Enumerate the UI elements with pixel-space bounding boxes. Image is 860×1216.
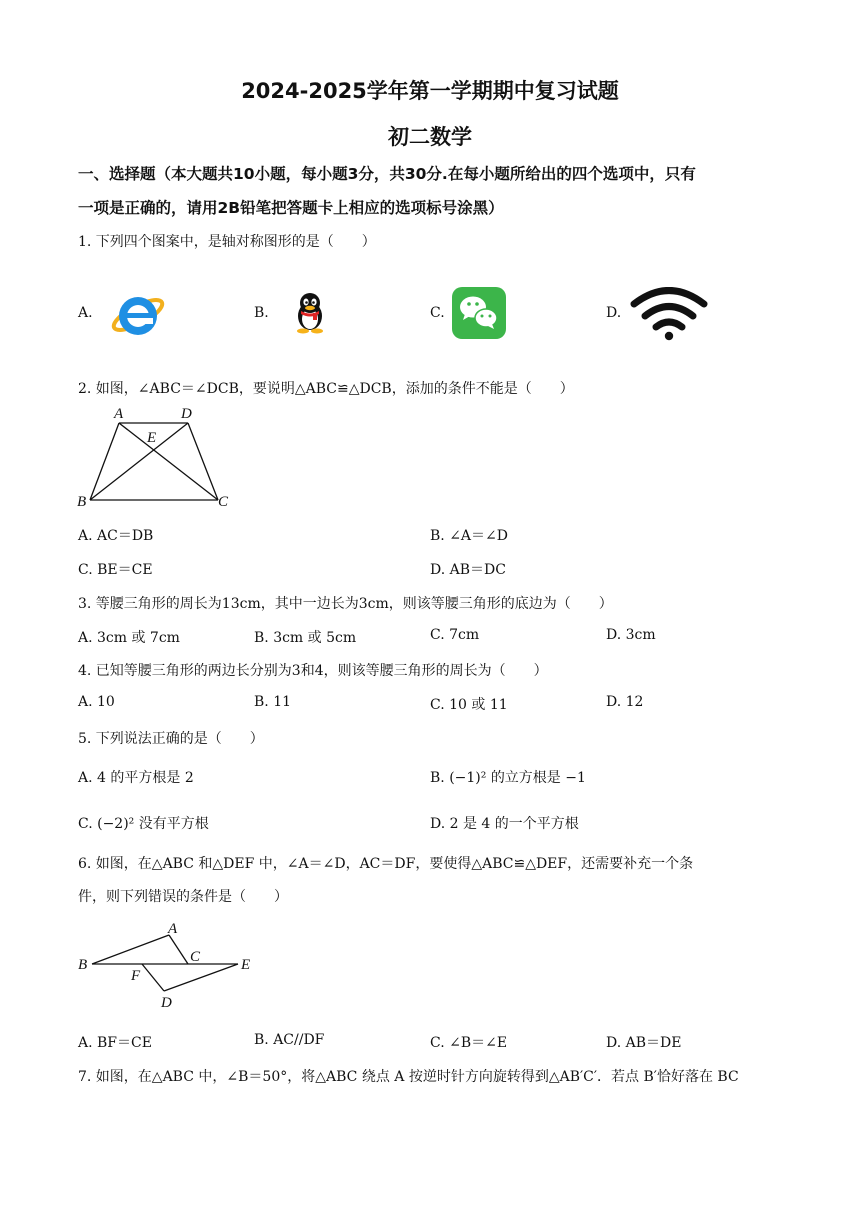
q4-option-b: B. 11 (254, 694, 292, 710)
q5-option-d: D. 2 是 4 的一个平方根 (430, 816, 579, 832)
fig6-label-e: E (241, 957, 251, 973)
qq-penguin-icon (292, 292, 328, 334)
q2-option-d: D. AB＝DC (430, 562, 506, 578)
q2-option-c: C. BE＝CE (78, 562, 153, 578)
fig6-label-f: F (131, 968, 141, 984)
fig6-label-a: A (168, 921, 178, 937)
q1-option-d-label: D. (606, 305, 622, 321)
q3-option-d: D. 3cm (606, 627, 656, 643)
ie-browser-icon (108, 287, 168, 343)
question-3-stem: 3. 等腰三角形的周长为13cm，其中一边长为3cm，则该等腰三角形的底边为（ ） (78, 596, 613, 612)
q2-option-b: B. ∠A＝∠D (430, 528, 508, 544)
question-6-stem-line1: 6. 如图，在△ABC 和△DEF 中，∠A＝∠D，AC＝DF，要使得△ABC≌△DEF，还需要补充一个条 (78, 856, 694, 872)
exam-subtitle: 初二数学 (388, 125, 472, 149)
fig2-label-b: B (77, 494, 87, 510)
q4-option-a: A. 10 (78, 694, 115, 710)
q3-option-c: C. 7cm (430, 627, 480, 643)
section-heading-line2: 一项是正确的，请用2B铅笔把答题卡上相应的选项标号涂黑） (78, 199, 504, 217)
section-heading-line1: 一、选择题（本大题共10小题，每小题3分，共30分.在每小题所给出的四个选项中，只有 (78, 165, 696, 183)
q3-option-b: B. 3cm 或 5cm (254, 630, 357, 646)
triangle-figure-q2 (76, 404, 236, 512)
q3-option-a: A. 3cm 或 7cm (78, 630, 180, 646)
fig2-label-c: C (218, 494, 229, 510)
q2-option-a: A. AC＝DB (78, 528, 154, 544)
question-5-stem: 5. 下列说法正确的是（ ） (78, 731, 264, 747)
q5-option-b: B. (−1)² 的立方根是 −1 (430, 770, 586, 786)
fig6-label-d: D (161, 995, 172, 1011)
q6-option-b: B. AC//DF (254, 1032, 325, 1048)
question-4-stem: 4. 已知等腰三角形的两边长分别为3和4，则该等腰三角形的周长为（ ） (78, 663, 548, 679)
question-7-stem: 7. 如图，在△ABC 中，∠B＝50°，将△ABC 绕点 A 按逆时针方向旋转得到△AB′C′．若点 B′恰好落在 BC (78, 1069, 739, 1085)
q6-option-a: A. BF＝CE (78, 1035, 152, 1051)
triangle-figure-q6 (76, 916, 262, 1014)
q1-option-a-label: A. (78, 305, 93, 321)
q1-option-c-label: C. (430, 305, 445, 321)
wifi-icon (630, 287, 708, 341)
question-1-stem: 1. 下列四个图案中，是轴对称图形的是（ ） (78, 234, 376, 250)
fig6-label-b: B (78, 957, 88, 973)
fig6-label-c: C (190, 949, 201, 965)
wechat-icon (452, 287, 506, 339)
q5-option-c: C. (−2)² 没有平方根 (78, 816, 209, 832)
question-6-stem-line2: 件，则下列错误的条件是（ ） (78, 889, 288, 905)
fig2-label-d: D (181, 406, 192, 422)
q6-option-d: D. AB＝DE (606, 1035, 682, 1051)
q4-option-c: C. 10 或 11 (430, 697, 508, 713)
q5-option-a: A. 4 的平方根是 2 (78, 770, 194, 786)
question-2-stem: 2. 如图，∠ABC＝∠DCB，要说明△ABC≌△DCB，添加的条件不能是（ ） (78, 381, 574, 397)
q4-option-d: D. 12 (606, 694, 644, 710)
q1-option-b-label: B. (254, 305, 269, 321)
exam-title: 2024-2025学年第一学期期中复习试题 (241, 79, 619, 103)
fig2-label-a: A (114, 406, 124, 422)
q6-option-c: C. ∠B＝∠E (430, 1035, 508, 1051)
fig2-label-e: E (147, 430, 157, 446)
